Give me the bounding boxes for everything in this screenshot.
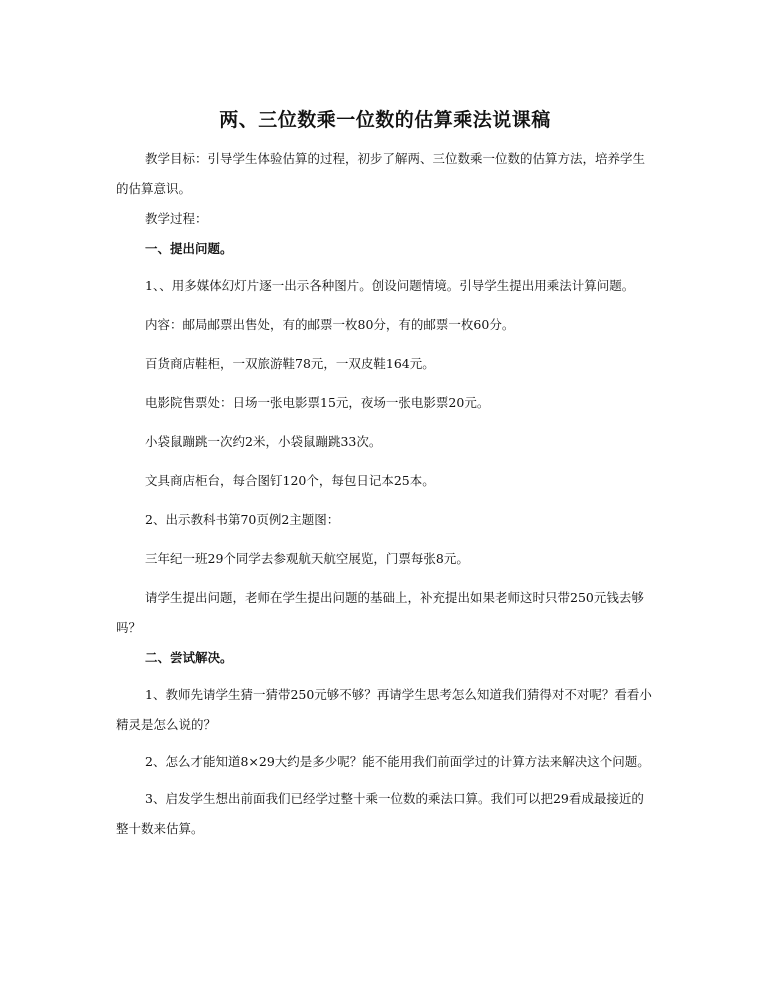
section-heading-try-solve: 二、尝试解决。 (145, 650, 233, 665)
paragraph-step-1: 1、、用多媒体幻灯片逐一出示各种图片。创设问题情境。引导学生提出用乘法计算问题。 (145, 278, 635, 293)
document-title: 两、三位数乘一位数的估算乘法说课稿 (219, 109, 551, 131)
paragraph-kangaroo: 小袋鼠蹦跳一次约2米，小袋鼠蹦跳33次。 (145, 434, 382, 449)
paragraph-cinema: 电影院售票处：日场一张电影票15元，夜场一张电影票20元。 (145, 395, 490, 410)
document-body (116, 144, 656, 844)
section-heading-raise-questions: 一、提出问题。 (145, 241, 233, 256)
paragraph-content-post-office: 内容：邮局邮票出售处，有的邮票一枚80分，有的邮票一枚60分。 (145, 317, 515, 332)
paragraph-teaching-process: 教学过程： (145, 211, 208, 226)
paragraph-teaching-goal: 教学目标：引导学生体验估算的过程，初步了解两、三位数乘一位数的估算方法，培养学生的估算意识。 (116, 151, 646, 196)
paragraph-stationery: 文具商店柜台，每合图钉120个，每包日记本25本。 (145, 473, 435, 488)
paragraph-solve-step-3: 3、启发学生想出前面我们已经学过整十乘一位数的乘法口算。我们可以把29看成最接近的整十数来估算。 (116, 791, 644, 836)
paragraph-shoe-counter: 百货商店鞋柜，一双旅游鞋78元，一双皮鞋164元。 (145, 356, 435, 371)
paragraph-student-questions: 请学生提出问题，老师在学生提出问题的基础上，补充提出如果老师这时只带250元钱去够吗？ (116, 590, 644, 635)
paragraph-class-trip: 三年纪一班29个同学去参观航天航空展览，门票每张8元。 (145, 551, 469, 566)
paragraph-solve-step-1: 1、教师先请学生猜一猜带250元够不够？再请学生思考怎么知道我们猜得对不对呢？看看小精灵是怎么说的？ (116, 687, 652, 732)
paragraph-step-2: 2、出示教科书第70页例2主题图： (145, 512, 340, 527)
paragraph-solve-step-2: 2、怎么才能知道8×29大约是多少呢？能不能用我们前面学过的计算方法来解决这个问题。 (145, 754, 650, 769)
